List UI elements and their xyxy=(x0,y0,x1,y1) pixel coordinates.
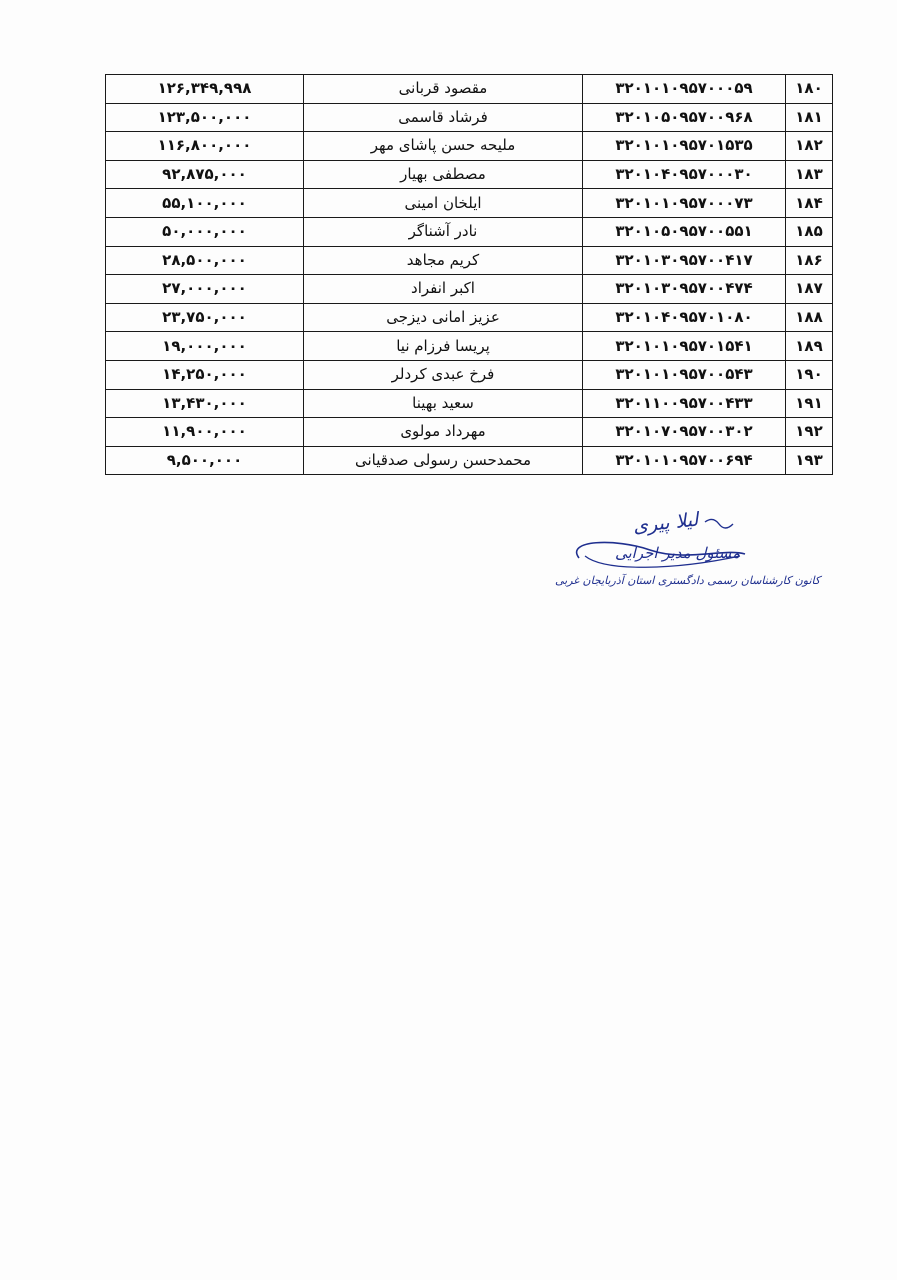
holder-name: اکبر انفراد xyxy=(304,275,583,304)
amount: ۱۲۳,۵۰۰,۰۰۰ xyxy=(106,103,304,132)
table-row xyxy=(106,275,833,304)
row-index: ۱۸۲ xyxy=(786,132,833,161)
amount: ۵۵,۱۰۰,۰۰۰ xyxy=(106,189,304,218)
signatory-name: لیلا پیری xyxy=(632,508,700,538)
ledger-body xyxy=(106,75,833,475)
holder-name: عزیز امانی دیزجی xyxy=(304,303,583,332)
row-index: ۱۸۰ xyxy=(786,75,833,104)
table-row xyxy=(106,446,833,475)
account-number: ۳۲۰۱۱۰۰۹۵۷۰۰۴۳۳ xyxy=(583,389,786,418)
table-row xyxy=(106,103,833,132)
amount: ۱۱,۹۰۰,۰۰۰ xyxy=(106,418,304,447)
amount: ۱۳,۴۳۰,۰۰۰ xyxy=(106,389,304,418)
holder-name: فرخ عبدی کردلر xyxy=(304,360,583,389)
amount: ۵۰,۰۰۰,۰۰۰ xyxy=(106,217,304,246)
holder-name: ملیحه حسن پاشای مهر xyxy=(304,132,583,161)
holder-name: کریم مجاهد xyxy=(304,246,583,275)
amount: ۲۸,۵۰۰,۰۰۰ xyxy=(106,246,304,275)
row-index: ۱۸۵ xyxy=(786,217,833,246)
table-row xyxy=(106,160,833,189)
table-row xyxy=(106,217,833,246)
holder-name: مقصود قربانی xyxy=(304,75,583,104)
signatory-organization: کانون کارشناسان رسمی دادگستری استان آذربایجان غربی xyxy=(555,574,821,587)
table-row xyxy=(106,389,833,418)
row-index: ۱۸۱ xyxy=(786,103,833,132)
row-index: ۱۸۸ xyxy=(786,303,833,332)
amount: ۲۷,۰۰۰,۰۰۰ xyxy=(106,275,304,304)
account-number: ۳۲۰۱۰۵۰۹۵۷۰۰۵۵۱ xyxy=(583,217,786,246)
amount: ۹,۵۰۰,۰۰۰ xyxy=(106,446,304,475)
row-index: ۱۹۰ xyxy=(786,360,833,389)
table-row xyxy=(106,246,833,275)
row-index: ۱۸۴ xyxy=(786,189,833,218)
holder-name: سعید بهینا xyxy=(304,389,583,418)
holder-name: نادر آشناگر xyxy=(304,217,583,246)
holder-name: ایلخان امینی xyxy=(304,189,583,218)
holder-name: مصطفی بهیار xyxy=(304,160,583,189)
account-number: ۳۲۰۱۰۷۰۹۵۷۰۰۳۰۲ xyxy=(583,418,786,447)
account-number: ۳۲۰۱۰۴۰۹۵۷۰۱۰۸۰ xyxy=(583,303,786,332)
account-number: ۳۲۰۱۰۱۰۹۵۷۰۰۵۴۳ xyxy=(583,360,786,389)
signatory-title: مسئول مدیر اجرایی xyxy=(615,544,741,562)
holder-name: فرشاد قاسمی xyxy=(304,103,583,132)
table-row xyxy=(106,418,833,447)
account-number: ۳۲۰۱۰۳۰۹۵۷۰۰۴۷۴ xyxy=(583,275,786,304)
table-row xyxy=(106,132,833,161)
holder-name: مهرداد مولوی xyxy=(304,418,583,447)
row-index: ۱۸۷ xyxy=(786,275,833,304)
holder-name: پریسا فرزام نیا xyxy=(304,332,583,361)
account-number: ۳۲۰۱۰۵۰۹۵۷۰۰۹۶۸ xyxy=(583,103,786,132)
table-row xyxy=(106,360,833,389)
account-number: ۳۲۰۱۰۱۰۹۵۷۰۱۵۳۵ xyxy=(583,132,786,161)
row-index: ۱۹۳ xyxy=(786,446,833,475)
amount: ۲۳,۷۵۰,۰۰۰ xyxy=(106,303,304,332)
account-number: ۳۲۰۱۰۴۰۹۵۷۰۰۰۳۰ xyxy=(583,160,786,189)
amount: ۹۲,۸۷۵,۰۰۰ xyxy=(106,160,304,189)
table-row xyxy=(106,332,833,361)
account-number: ۳۲۰۱۰۱۰۹۵۷۰۰۰۵۹ xyxy=(583,75,786,104)
account-number: ۳۲۰۱۰۱۰۹۵۷۰۱۵۴۱ xyxy=(583,332,786,361)
account-number: ۳۲۰۱۰۳۰۹۵۷۰۰۴۱۷ xyxy=(583,246,786,275)
holder-name: محمدحسن رسولی صدقیانی xyxy=(304,446,583,475)
row-index: ۱۸۳ xyxy=(786,160,833,189)
amount: ۱۲۶,۳۴۹,۹۹۸ xyxy=(106,75,304,104)
amount: ۱۱۶,۸۰۰,۰۰۰ xyxy=(106,132,304,161)
amount: ۱۹,۰۰۰,۰۰۰ xyxy=(106,332,304,361)
account-number: ۳۲۰۱۰۱۰۹۵۷۰۰۰۷۳ xyxy=(583,189,786,218)
row-index: ۱۹۱ xyxy=(786,389,833,418)
account-number: ۳۲۰۱۰۱۰۹۵۷۰۰۶۹۴ xyxy=(583,446,786,475)
table-row xyxy=(106,189,833,218)
table-row xyxy=(106,303,833,332)
row-index: ۱۸۹ xyxy=(786,332,833,361)
table-row xyxy=(106,75,833,104)
row-index: ۱۸۶ xyxy=(786,246,833,275)
amount: ۱۴,۲۵۰,۰۰۰ xyxy=(106,360,304,389)
row-index: ۱۹۲ xyxy=(786,418,833,447)
signature-block xyxy=(555,508,821,610)
ledger-table xyxy=(105,74,833,475)
